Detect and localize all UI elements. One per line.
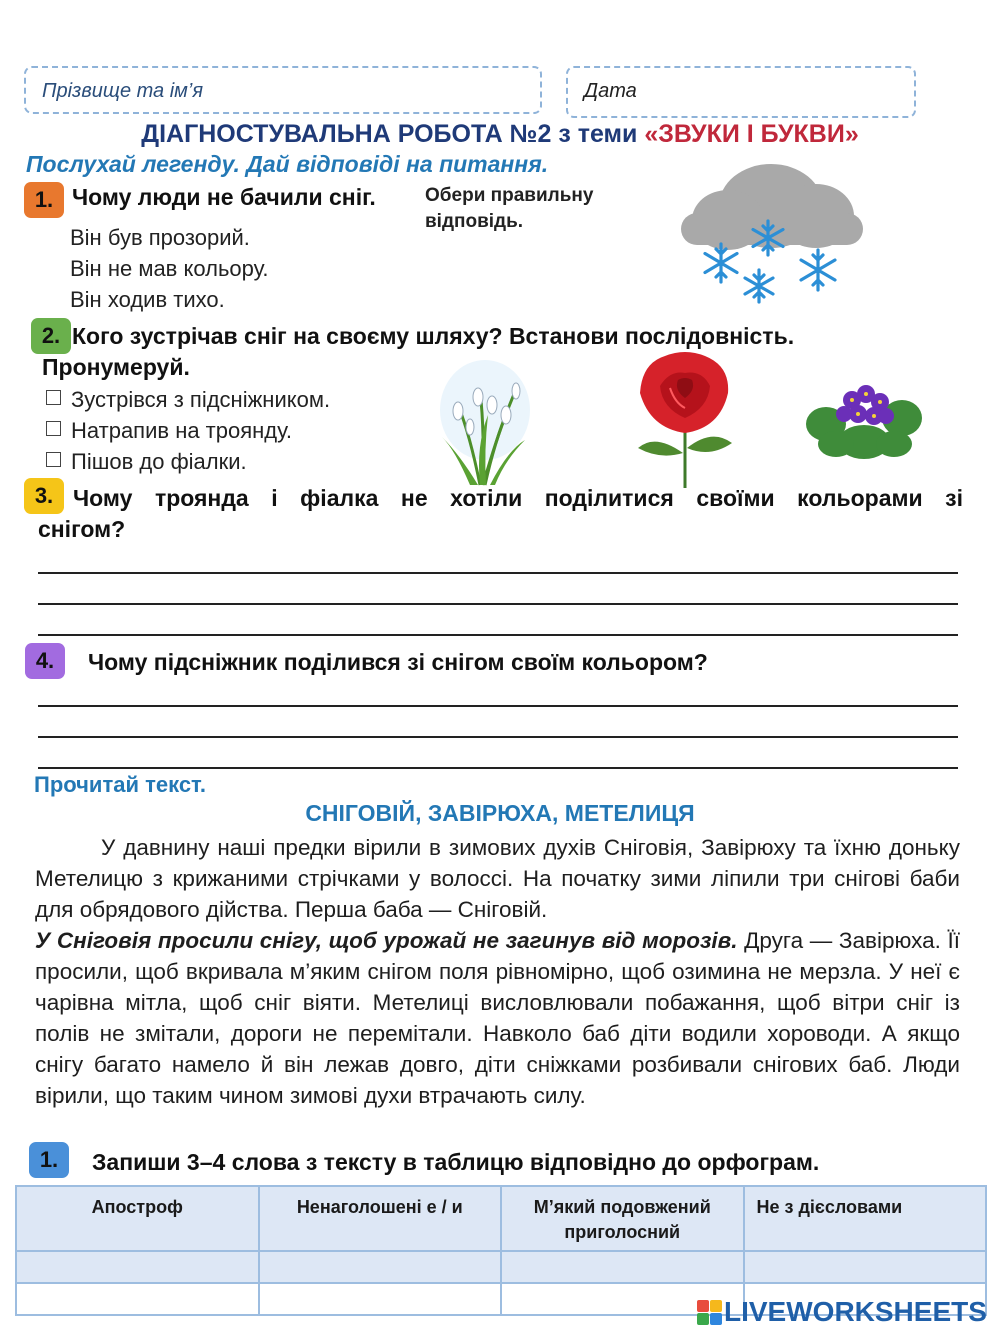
- listen-instruction: Послухай легенду. Дай відповіді на питання.: [26, 151, 549, 177]
- q2-text-continued: Пронумеруй.: [42, 354, 190, 380]
- answer-line[interactable]: [38, 572, 958, 574]
- story-title: СНІГОВІЙ, ЗАВІРЮХА, МЕТЕЛИЦЯ: [305, 800, 695, 826]
- answer-line[interactable]: [38, 603, 958, 605]
- answer-line[interactable]: [38, 767, 958, 769]
- paragraph-text: Друга — Завірюха. Її просили, щоб вкривала м’яким снігом поля рівномірно, щоб озимина не мерзла. У неї є чарівна мітла, щоб сніг віяти. Метелиці висловлювали побажання, щоб вітри сніг із полів не змітали, дороги не перемітали. Навколо баб діти водили хороводи. А якщо снігу багато намело й він лежав довго, діти сніжками розбивали снігових баб. Люди вірили, що таким чином зимові духи втрачають силу.: [35, 928, 961, 1108]
- violet-illustration: [806, 378, 922, 460]
- story-paragraph: У давнину наші предки вірили в зимових духів Сніговія, Завірюху та їхню доньку Метелицю з крижаними стрічками у волоссі. На початку зими ліпили три снігові баби для обрядового дійства. Перша баба — Сніговій.: [35, 835, 960, 922]
- title-prefix: ДІАГНОСТУВАЛЬНА РОБОТА №2 з теми: [141, 120, 645, 148]
- title-topic: «ЗВУКИ І БУКВИ»: [644, 120, 859, 148]
- option-label: Натрапив на троянду.: [71, 418, 293, 443]
- bold-sentence: У Сніговія просили снігу, щоб урожай не загинув від морозів.: [35, 928, 738, 953]
- table-cell[interactable]: [16, 1251, 259, 1283]
- snow-cloud-illustration: [676, 158, 866, 308]
- q3-badge: 3.: [24, 478, 64, 514]
- date-field[interactable]: Дата: [566, 66, 916, 118]
- q1-option[interactable]: Він не мав кольору.: [70, 256, 269, 281]
- table-header: М’який подовжений приголосний: [501, 1186, 744, 1251]
- q1-option[interactable]: Він ходив тихо.: [70, 287, 225, 312]
- q4-badge: 4.: [25, 643, 65, 679]
- q2-text: Кого зустрічав сніг на своєму шляху? Встанови послідовність.: [72, 323, 795, 349]
- table-header: Ненаголошені е / и: [259, 1186, 502, 1251]
- q2-option[interactable]: [46, 418, 292, 444]
- table-cell[interactable]: [259, 1251, 502, 1283]
- name-field[interactable]: Прізвище та ім’я: [24, 66, 542, 114]
- q1-hint: [425, 183, 593, 235]
- q2-option[interactable]: [46, 449, 247, 475]
- rose-illustration: [630, 348, 740, 490]
- snowdrop-illustration: [430, 355, 530, 487]
- q1-text: Чому люди не бачили сніг.: [72, 184, 376, 210]
- hint-line: Обери правильну: [425, 185, 594, 206]
- liveworksheets-watermark: LIVEWORKSHEETS: [724, 1296, 987, 1327]
- q3-text: Чому троянда і фіалка не хотіли поділитися своїми кольорами зі: [73, 485, 963, 511]
- read-instruction: Прочитай текст.: [34, 772, 207, 797]
- table-cell[interactable]: [501, 1251, 744, 1283]
- q1-option[interactable]: Він був прозорий.: [70, 225, 250, 250]
- option-label: Зустрівся з підсніжником.: [71, 387, 331, 412]
- answer-line[interactable]: [38, 736, 958, 738]
- number-box[interactable]: [46, 421, 61, 436]
- answer-line[interactable]: [38, 634, 958, 636]
- task1-text: Запиши 3–4 слова з тексту в таблицю відповідно до орфограм.: [92, 1149, 820, 1175]
- q3-text-continued: снігом?: [38, 516, 126, 542]
- option-label: Пішов до фіалки.: [71, 449, 247, 474]
- number-box[interactable]: [46, 452, 61, 467]
- q4-text: Чому підсніжник поділився зі снігом своїм кольором?: [88, 649, 708, 675]
- table-cell[interactable]: [259, 1283, 502, 1315]
- q2-option[interactable]: [46, 387, 330, 413]
- page-title: [0, 120, 1000, 149]
- table-cell[interactable]: [744, 1251, 987, 1283]
- table-header: Апостроф: [16, 1186, 259, 1251]
- answer-line[interactable]: [38, 705, 958, 707]
- liveworksheets-logo-icon: [697, 1300, 723, 1326]
- story-paragraph: [35, 925, 960, 1111]
- table-cell[interactable]: [16, 1283, 259, 1315]
- q2-badge: 2.: [31, 318, 71, 354]
- table-header: Не з дієсловами: [744, 1186, 987, 1251]
- task1-badge: 1.: [29, 1142, 69, 1178]
- q1-badge: 1.: [24, 182, 64, 218]
- number-box[interactable]: [46, 390, 61, 405]
- hint-line: відповідь.: [425, 211, 524, 232]
